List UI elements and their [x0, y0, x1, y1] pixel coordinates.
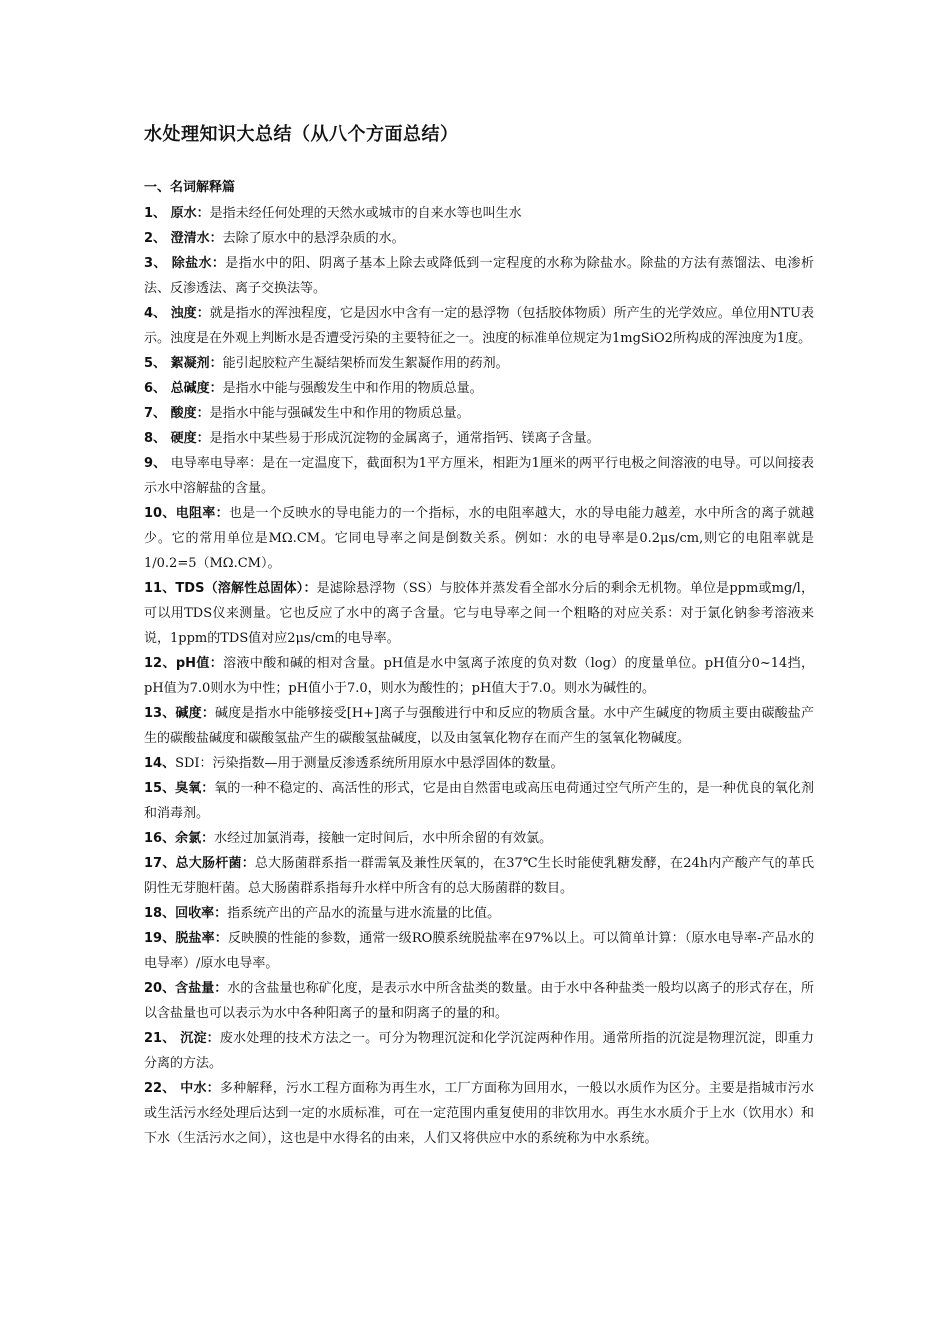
item-number: 1、 [144, 206, 171, 221]
item-separator: ： [209, 231, 223, 246]
item-number: 22、 [144, 1081, 181, 1096]
item-definition: 多种解释，污水工程方面称为再生水，工厂方面称为回用水，一般以水质作为区分。主要是指城市污水或生活污水经处理后达到一定的水质标准，可在一定范围内重复使用的非饮用水。再生水水质介于上水（饮用水）和下水（生活污水之间），这也是中水得名的由来，人们又将供应中水的系统称为中水系统。 [144, 1081, 814, 1146]
item-definition: 指系统产出的产品水的流量与进水流量的比值。 [227, 906, 501, 921]
item-term: 原水 [170, 206, 197, 221]
item-term: 总碱度 [170, 381, 210, 396]
definition-item [144, 776, 814, 826]
definition-item [144, 301, 814, 351]
item-separator: ： [201, 706, 215, 721]
item-number: 2、 [144, 231, 171, 246]
definition-item [144, 226, 814, 251]
item-term: 总大肠杆菌 [175, 856, 242, 871]
item-definition: 是指未经任何处理的天然水或城市的自来水等也叫生水 [209, 206, 522, 221]
definition-item [144, 201, 814, 226]
item-separator: ： [214, 906, 228, 921]
item-definition: 废水处理的技术方法之一。可分为物理沉淀和化学沉淀两种作用。通常所指的沉淀是物理沉淀，即重力分离的方法。 [144, 1031, 814, 1071]
item-number: 12、 [144, 656, 176, 671]
item-number: 10、 [144, 506, 176, 521]
item-separator: ： [196, 306, 210, 321]
item-number: 9、 [144, 456, 171, 471]
item-separator: ： [206, 1081, 220, 1096]
item-term: 澄清水 [170, 231, 210, 246]
definition-item [144, 901, 814, 926]
definition-item [144, 651, 814, 701]
item-separator: ： [209, 381, 223, 396]
item-separator: ： [209, 356, 223, 371]
item-number: 8、 [144, 431, 171, 446]
item-number: 4、 [144, 306, 171, 321]
definition-item [144, 501, 814, 576]
item-number: 20、 [144, 981, 176, 996]
item-number: 7、 [144, 406, 171, 421]
definition-item [144, 826, 814, 851]
item-number: 18、 [144, 906, 176, 921]
definition-item [144, 701, 814, 751]
item-definition: 氧的一种不稳定的、高活性的形式，它是由自然雷电或高压电荷通过空气所产生的，是一种优良的氧化剂和消毒剂。 [144, 781, 814, 821]
item-number: 13、 [144, 706, 176, 721]
item-term: 余氯 [175, 831, 202, 846]
item-separator: ： [196, 431, 210, 446]
item-term: 除盐水 [171, 256, 212, 271]
definition-item [144, 251, 814, 301]
item-definition: 水经过加氯消毒，接触一定时间后，水中所余留的有效氯。 [214, 831, 553, 846]
item-definition: 总大肠菌群系指一群需氧及兼性厌氧的，在37℃生长时能使乳糖发酵，在24h内产酸产气的革氏阴性无芽胞杆菌。总大肠菌群系指每升水样中所含有的总大肠菌群的数目。 [144, 856, 814, 896]
item-separator: ： [209, 656, 224, 671]
item-number: 3、 [144, 256, 172, 271]
definition-item [144, 1076, 814, 1151]
item-definition: SDI：污染指数—用于测量反渗透系统所用原水中悬浮固体的数量。 [175, 756, 564, 771]
item-term: 含盐量 [175, 981, 215, 996]
item-separator: ： [196, 206, 210, 221]
definition-item [144, 976, 814, 1026]
definition-list [144, 201, 814, 1151]
item-definition: 是指水中某些易于形成沉淀物的金属离子，通常指钙、镁离子含量。 [209, 431, 600, 446]
item-term: 碱度 [175, 706, 202, 721]
item-term: TDS（溶解性总固体） [175, 581, 304, 596]
item-definition: 是指水中的阳、阴离子基本上除去或降低到一定程度的水称为除盐水。除盐的方法有蒸馏法、电渗析法、反渗透法、离子交换法等。 [144, 256, 814, 296]
item-term: 臭氧 [175, 781, 202, 796]
item-definition: 就是指水的浑浊程度，它是因水中含有一定的悬浮物（包括胶体物质）所产生的光学效应。单位用NTU表示。浊度是在外观上判断水是否遭受污染的主要特征之一。浊度的标准单位规定为1mgSiO2所构成的浑浊度为1度。 [144, 306, 814, 346]
item-definition: 去除了原水中的悬浮杂质的水。 [222, 231, 405, 246]
item-term: 沉淀 [180, 1031, 207, 1046]
document-title: 水处理知识大总结（从八个方面总结） [144, 124, 459, 145]
item-separator: ： [214, 981, 228, 996]
item-term: 中水 [180, 1081, 207, 1096]
item-separator: ： [211, 256, 226, 271]
item-number: 6、 [144, 381, 171, 396]
definition-item [144, 451, 814, 501]
item-separator: ： [241, 856, 255, 871]
item-definition: 是滤除悬浮物（SS）与胶体并蒸发看全部水分后的剩余无机物。单位是ppm或mg/l，可以用TDS仪来测量。它也反应了水中的离子含量。它与电导率之间一个粗略的对应关系：对于氯化钠参考溶液来说，1ppm的TDS值对应2μs/cm的电导率。 [144, 581, 814, 646]
item-term: pH值 [175, 656, 210, 671]
item-separator: ： [201, 781, 215, 796]
item-separator: ： [206, 1031, 220, 1046]
item-term: 硬度 [170, 431, 197, 446]
item-number: 19、 [144, 931, 176, 946]
definition-item [144, 926, 814, 976]
section-heading: 一、名词解释篇 [144, 180, 236, 195]
item-number: 21、 [144, 1031, 181, 1046]
item-term: 回收率 [175, 906, 215, 921]
item-term: 电阻率 [175, 506, 216, 521]
item-number: 5、 [144, 356, 171, 371]
item-definition: 碱度是指水中能够接受[H+]离子与强酸进行中和反应的物质含量。水中产生碱度的物质主要由碳酸盐产生的碳酸盐碱度和碳酸氢盐产生的碳酸氢盐碱度，以及由氢氧化物存在而产生的氢氧化物碱度。 [144, 706, 814, 746]
item-separator: ： [303, 581, 317, 596]
definition-item [144, 751, 814, 776]
item-number: 16、 [144, 831, 176, 846]
item-separator: ： [215, 506, 229, 521]
item-separator: ： [196, 406, 210, 421]
item-definition: 能引起胶粒产生凝结架桥而发生絮凝作用的药剂。 [222, 356, 509, 371]
item-number: 11、 [144, 581, 176, 596]
item-separator: ： [214, 931, 228, 946]
item-separator: ： [201, 831, 215, 846]
item-term: 浊度 [170, 306, 197, 321]
item-number: 17、 [144, 856, 176, 871]
definition-item [144, 576, 814, 651]
item-term: 酸度 [170, 406, 197, 421]
definition-item [144, 351, 814, 376]
item-definition: 溶液中酸和碱的相对含量。pH值是水中氢离子浓度的负对数（log）的度量单位。pH值分0~14挡，pH值为7.0则水为中性；pH值小于7.0，则水为酸性的；pH值大于7.0。则水为碱性的。 [144, 656, 814, 696]
document-page [144, 120, 814, 1151]
definition-item [144, 851, 814, 901]
item-definition: 反映膜的性能的参数，通常一级RO膜系统脱盐率在97%以上。可以简单计算：（原水电导率-产品水的电导率）/原水电导率。 [144, 931, 814, 971]
item-term: 脱盐率 [175, 931, 215, 946]
item-definition: 是指水中能与强酸发生中和作用的物质总量。 [222, 381, 483, 396]
item-definition: 也是一个反映水的导电能力的一个指标，水的电阻率越大，水的导电能力越差，水中所含的离子就越少。它的常用单位是MΩ.CM。它同电导率之间是倒数关系。例如：水的电导率是0.2μs/cm,则它的电阻率就是1/0.2=5（MΩ.CM）。 [144, 506, 814, 571]
item-definition: 是指水中能与强碱发生中和作用的物质总量。 [209, 406, 470, 421]
item-definition: 电导率电导率：是在一定温度下，截面积为1平方厘米，相距为1厘米的两平行电极之间溶液的电导。可以间接表示水中溶解盐的含量。 [144, 456, 815, 496]
item-definition: 水的含盐量也称矿化度，是表示水中所含盐类的数量。由于水中各种盐类一般均以离子的形式存在，所以含盐量也可以表示为水中各种阳离子的量和阴离子的量的和。 [144, 981, 814, 1021]
definition-item [144, 401, 814, 426]
definition-item [144, 426, 814, 451]
item-number: 15、 [144, 781, 176, 796]
item-number: 14、 [144, 756, 176, 771]
definition-item [144, 376, 814, 401]
definition-item [144, 1026, 814, 1076]
item-term: 絮凝剂 [170, 356, 210, 371]
